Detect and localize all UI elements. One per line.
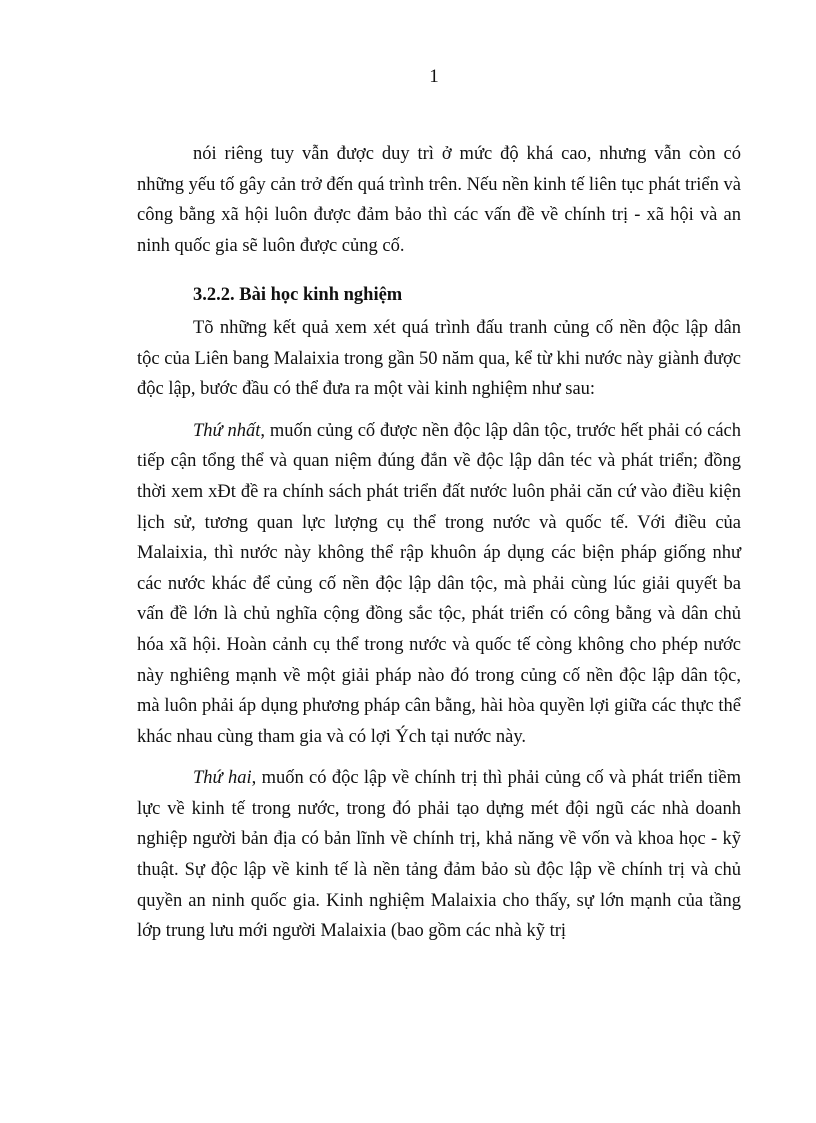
- page-number: 1: [429, 66, 439, 87]
- paragraph-intro: nói riêng tuy vẫn được duy trì ở mức độ khá cao, nhưng vẫn còn có những yếu tố gây cản trở đến quá trình trên. Nếu nền kinh tế liên tục phát triển và công bằng xã hội luôn được đảm bảo thì các vấn đề về chính trị - xã hội và an ninh quốc gia sẽ luôn được củng cố.: [137, 144, 741, 256]
- paragraph-second-lesson: [137, 763, 741, 947]
- first-lesson-text: , muốn củng cố được nền độc lập dân tộc, trước hết phải có cách tiếp cận tổng thể và quan niệm đúng đắn về độc lập dân téc và phát triển; đồng thời xem xÐt đề ra chính sách phát triển đất nước luôn phải căn cứ vào điều kiện lịch sử, tương quan lực lượng cụ thể trong nước và quốc tế. Với điều của Malaixia, thì nước này không thể rập khuôn áp dụng các biện pháp giống như các nước khác để củng cố nền độc lập dân tộc, mà phải cùng lúc giải quyết ba vấn đề lớn là chủ nghĩa cộng đồng sắc tộc, phát triển có công bằng và dân chủ hóa xã hội. Hoàn cảnh cụ thể trong nước và quốc tế còng không cho phép nước này nghiêng mạnh về một giải pháp nào đó trong củng cố nền độc lập dân tộc, mà luôn phải áp dụng phương pháp cân bằng, hài hòa quyền lợi giữa các thực thể khác nhau cùng tham gia và có lợi Ých tại nước này.: [137, 420, 741, 747]
- paragraph-first-lesson: [137, 416, 741, 753]
- second-lesson-text: , muốn có độc lập về chính trị thì phải củng cố và phát triển tiềm lực về kinh tế trong nước, trong đó phải tạo dựng mét đội ngũ các nhà doanh nghiệp người bản địa có bản lĩnh về chính trị, khả năng về vốn và khoa học - kỹ thuật. Sự độc lập về kinh tế là nền tảng đảm bảo sù độc lập về chính trị và chủ quyền an ninh quốc gia. Kinh nghiệm Malaixia cho thấy, sự lớn mạnh của tầng lớp trung lưu mới người Malaixia (bao gồm các nhà kỹ trị: [137, 768, 741, 942]
- section-heading: 3.2.2. Bài học kinh nghiệm: [193, 285, 403, 306]
- second-lesson-lead: Thứ hai: [193, 768, 252, 789]
- document-body: [137, 139, 741, 947]
- first-lesson-lead: Thứ nhất: [193, 420, 261, 441]
- paragraph-lessons-intro: Tõ những kết quả xem xét quá trình đấu tranh củng cố nền độc lập dân tộc của Liên bang Malaixia trong gần 50 năm qua, kể từ khi nước này giành được độc lập, bước đầu có thể đưa ra một vài kinh nghiệm như sau:: [137, 317, 741, 400]
